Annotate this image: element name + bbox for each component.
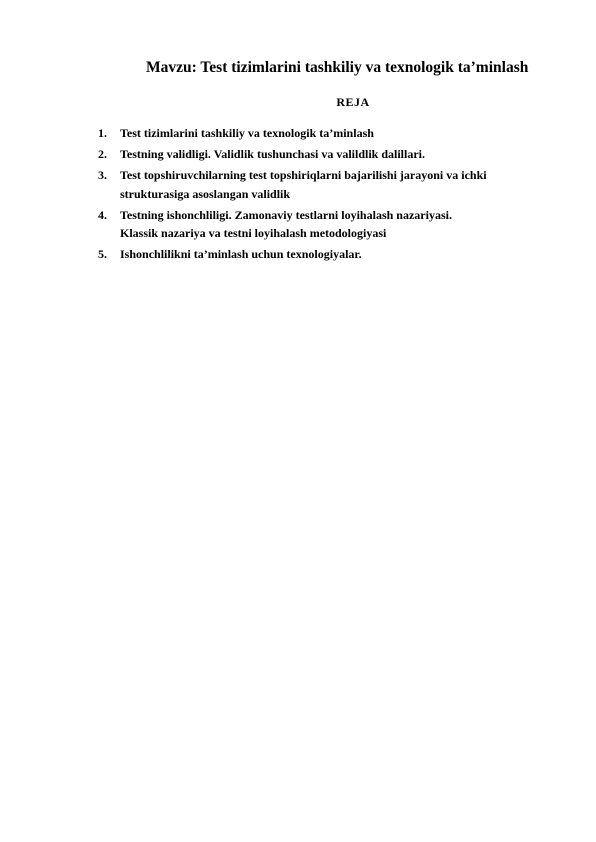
plan-item-text-continued: strukturasiga asoslangan validlik	[120, 186, 291, 201]
plan-item-text: Testning ishonchliligi. Zamonaviy testlarni loyihalash nazariyasi.	[120, 207, 452, 222]
plan-item-4	[98, 206, 568, 243]
plan-item-2	[98, 145, 568, 164]
plan-item-text: Testning validligi. Validlik tushunchasi va valildlik dalillari.	[120, 147, 426, 162]
plan-heading: REJA	[336, 95, 370, 109]
plan-item-text-continued: Klassik nazariya va testni loyihalash metodologiyasi	[120, 226, 387, 241]
plan-item-5	[98, 245, 568, 264]
plan-item-number: 5.	[98, 247, 107, 262]
plan-item-number: 2.	[98, 147, 107, 162]
plan-item-number: 3.	[98, 168, 107, 183]
plan-item-number: 1.	[98, 126, 107, 140]
plan-item-3	[98, 166, 568, 203]
plan-item-text: Test topshiruvchilarning test topshiriqlarni bajarilishi jarayoni va ichki	[120, 168, 487, 183]
plan-item-text: Test tizimlarini tashkiliy va texnologik ta’minlash	[120, 126, 374, 140]
plan-item-1	[98, 124, 568, 143]
plan-item-number: 4.	[98, 207, 107, 222]
document-title: Mavzu: Test tizimlarini tashkiliy va texnologik ta’minlash	[146, 59, 529, 76]
plan-list	[98, 124, 568, 266]
plan-item-text: Ishonchlilikni ta’minlash uchun texnologiyalar.	[120, 247, 362, 262]
